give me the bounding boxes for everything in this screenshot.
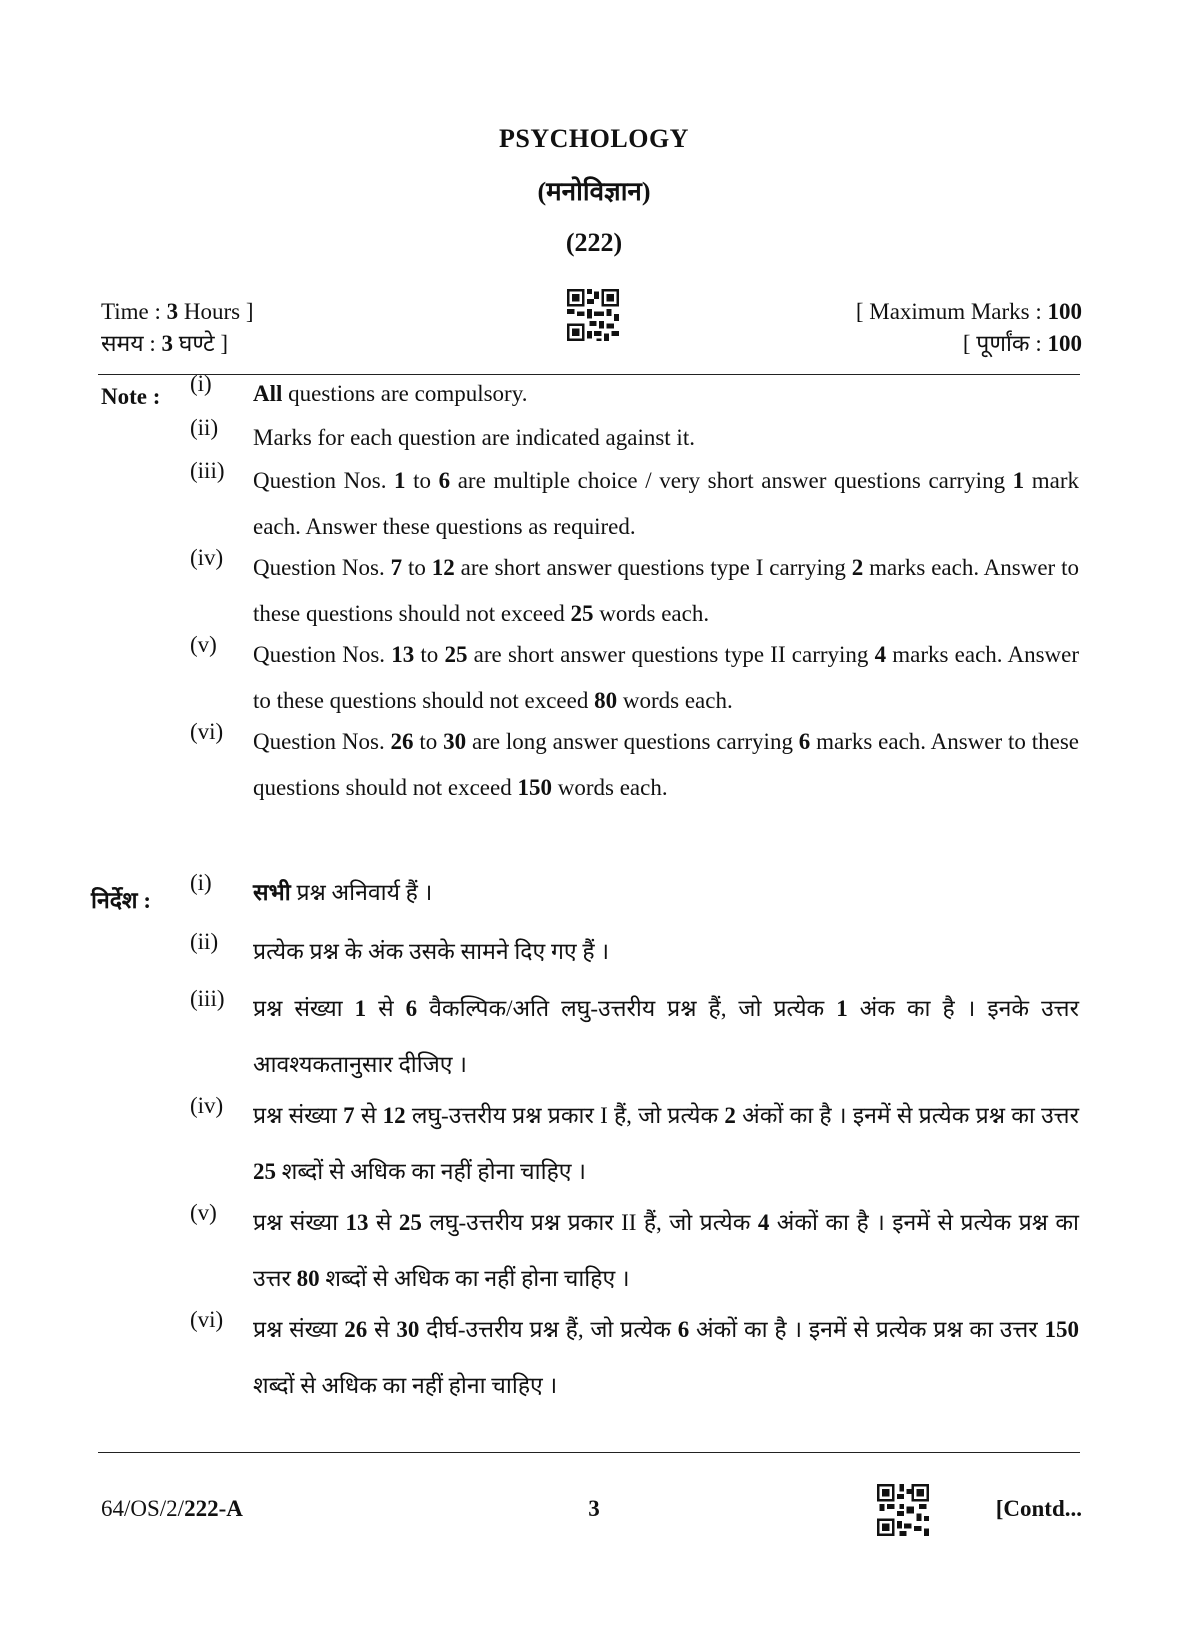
note-item-number: (ii) [190, 415, 219, 440]
note-item-text: All questions are compulsory. [253, 381, 528, 406]
paper-title: PSYCHOLOGY [499, 124, 689, 153]
note-item-number: (v) [190, 632, 217, 657]
note-item-text: Marks for each question are indicated against it. [253, 425, 695, 450]
note-item-number: (iv) [190, 1093, 224, 1118]
note-label: Note : [101, 384, 161, 409]
note-item-number: (vi) [190, 719, 224, 744]
subject-code: (222) [565, 228, 623, 257]
qr-code-icon [567, 289, 619, 341]
note-item-number: (i) [190, 870, 212, 895]
note-item-number: (vi) [190, 1307, 224, 1332]
page-number: 3 [588, 1496, 600, 1521]
paper-code: 64/OS/2/222-A [101, 1496, 243, 1521]
note-item-text: प्रत्येक प्रश्न के अंक उसके सामने दिए गए हैं । [253, 939, 610, 964]
continued-marker: [Contd... [995, 1496, 1082, 1521]
time-allowed-hindi: समय : 3 घण्टे ] [101, 331, 229, 356]
note-item-number: (iv) [190, 545, 224, 570]
note-item-text: Question Nos. 26 to 30 are long answer questions carrying 6 marks each. Answer to these questions should not exceed 150 words each. [253, 729, 1079, 800]
note-item-text: Question Nos. 1 to 6 are multiple choice / very short answer questions carrying 1 mark each. Answer these questions as required. [253, 468, 1080, 539]
paper-title-hindi: (मनोविज्ञान) [537, 177, 651, 206]
note-item-number: (ii) [190, 929, 219, 954]
note-item-text: प्रश्न संख्या 26 से 30 दीर्घ-उत्तरीय प्रश्न हैं, जो प्रत्येक 6 अंकों का है । इनमें से प्रत्येक प्रश्न का उत्तर 150 शब्दों से अधिक का नहीं होना चाहिए । [253, 1317, 1079, 1398]
note-item-text: Question Nos. 7 to 12 are short answer questions type I carrying 2 marks each. Answer to these questions should not exceed 25 words each. [253, 555, 1079, 626]
note-item-number: (i) [190, 371, 212, 396]
maximum-marks: [ Maximum Marks : 100 [855, 299, 1082, 324]
maximum-marks-hindi: [ पूर्णांक : 100 [962, 331, 1082, 356]
note-item-text: Question Nos. 13 to 25 are short answer questions type II carrying 4 marks each. Answer to these questions should not exceed 80 words each. [253, 642, 1080, 713]
note-item-number: (iii) [190, 986, 225, 1011]
footer-divider [98, 1452, 1080, 1453]
note-item-text: सभी प्रश्न अनिवार्य हैं । [253, 880, 433, 905]
note-item-number: (iii) [190, 458, 225, 483]
qr-code-icon [877, 1484, 929, 1536]
time-allowed: Time : 3 Hours ] [101, 299, 254, 324]
note-item-number: (v) [190, 1200, 217, 1225]
note-item-text: प्रश्न संख्या 7 से 12 लघु-उत्तरीय प्रश्न प्रकार I हैं, जो प्रत्येक 2 अंकों का है । इनमें से प्रत्येक प्रश्न का उत्तर 25 शब्दों से अधिक का नहीं होना चाहिए । [253, 1103, 1079, 1184]
note-item-text: प्रश्न संख्या 13 से 25 लघु-उत्तरीय प्रश्न प्रकार II हैं, जो प्रत्येक 4 अंकों का है । इनमें से प्रत्येक प्रश्न का उत्तर 80 शब्दों से अधिक का नहीं होना चाहिए । [253, 1210, 1079, 1291]
note-label-hindi: निर्देश : [91, 888, 151, 913]
note-item-text: प्रश्न संख्या 1 से 6 वैकल्पिक/अति लघु-उत्तरीय प्रश्न हैं, जो प्रत्येक 1 अंक का है । इनके उत्तर आवश्यकतानुसार दीजिए । [253, 996, 1079, 1077]
